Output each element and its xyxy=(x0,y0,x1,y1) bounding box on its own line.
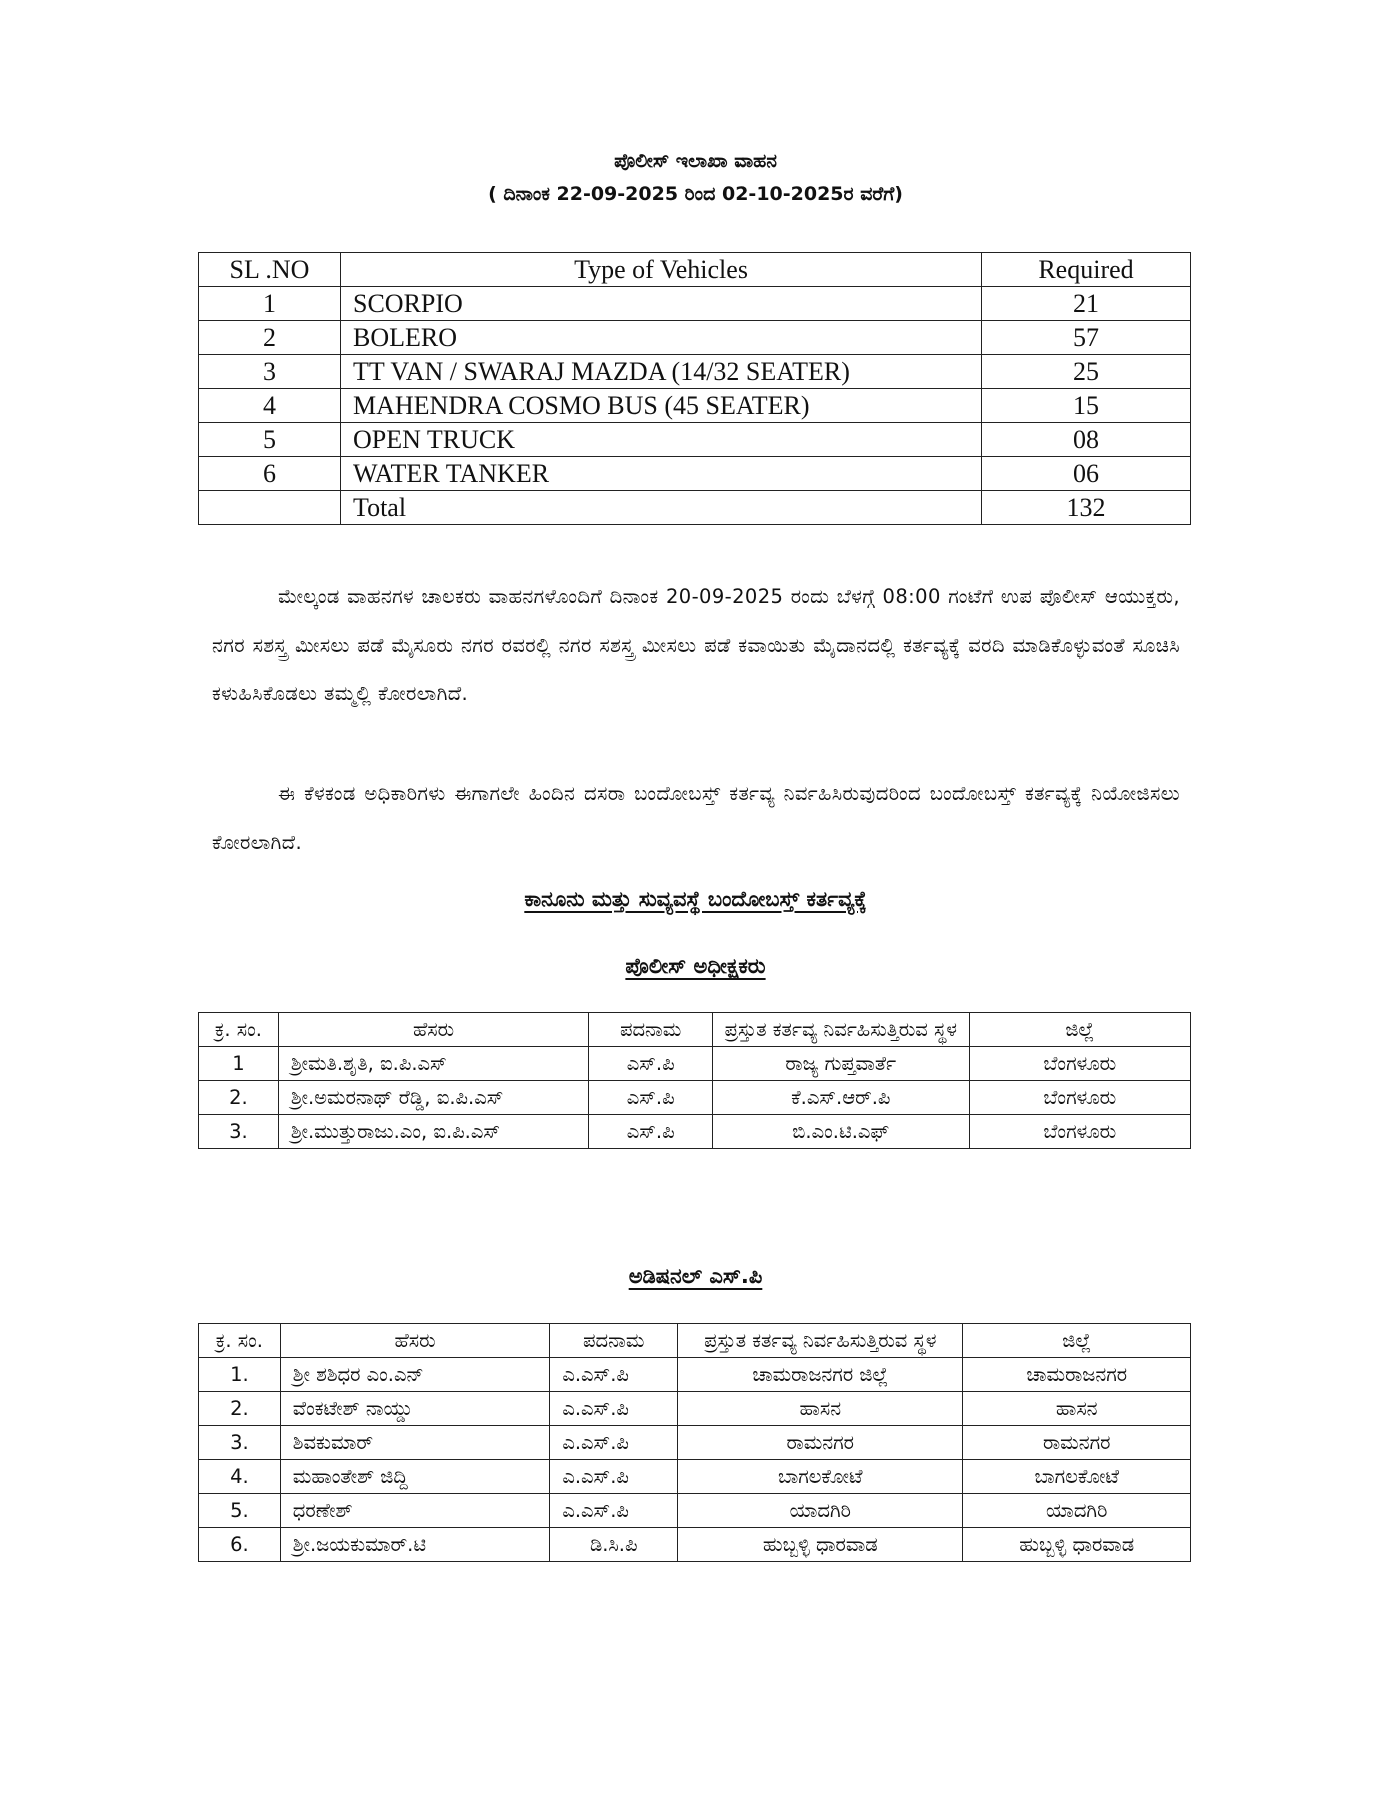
serial-cell: 2. xyxy=(199,1081,279,1115)
document-date-range: ( ದಿನಾಂಕ 22-09-2025 ರಿಂದ 02-10-2025ರ ವರೆಗೆ) xyxy=(488,183,903,205)
sp-officers-table xyxy=(198,1012,1191,1149)
district-cell: ಬೆಂಗಳೂರು xyxy=(969,1115,1191,1149)
name-cell: ಧರಣೇಶ್ xyxy=(280,1494,550,1528)
total-row xyxy=(199,491,1191,525)
district-cell: ಬೆಂಗಳೂರು xyxy=(969,1047,1191,1081)
table-row xyxy=(199,1460,1191,1494)
serial-cell: 6. xyxy=(199,1528,281,1562)
table-row xyxy=(199,1047,1191,1081)
serial-cell: 5. xyxy=(199,1494,281,1528)
header-cell: ಪ್ರಸ್ತುತ ಕರ್ತವ್ಯ ನಿರ್ವಹಿಸುತ್ತಿರುವ ಸ್ಥಳ xyxy=(713,1013,969,1047)
table-row xyxy=(199,1528,1191,1562)
header-cell: ಜಿಲ್ಲೆ xyxy=(969,1013,1191,1047)
name-cell: ಶ್ರೀ.ಜಯಕುಮಾರ್.ಟಿ xyxy=(280,1528,550,1562)
required-cell: 25 xyxy=(982,355,1191,389)
vehicle-type-cell: BOLERO xyxy=(341,321,982,355)
table-row xyxy=(199,1115,1191,1149)
sl-cell: 1 xyxy=(199,287,341,321)
table-header-row xyxy=(199,253,1191,287)
designation-cell: ಎ.ಎಸ್.ಪಿ xyxy=(550,1358,678,1392)
table-row xyxy=(199,1494,1191,1528)
district-cell: ಬೆಂಗಳೂರು xyxy=(969,1081,1191,1115)
table-row xyxy=(199,287,1191,321)
posting-cell: ಬಿ.ಎಂ.ಟಿ.ಎಫ್ xyxy=(713,1115,969,1149)
posting-cell: ಹಾಸನ xyxy=(678,1392,963,1426)
table-row xyxy=(199,423,1191,457)
asp-officers-table xyxy=(198,1323,1191,1562)
document-title: ಪೊಲೀಸ್ ಇಲಾಖಾ ವಾಹನ xyxy=(614,150,777,172)
header-cell: ಹೆಸರು xyxy=(280,1324,550,1358)
posting-cell: ಹುಬ್ಬಳ್ಳಿ ಧಾರವಾಡ xyxy=(678,1528,963,1562)
paragraph-driver-instructions: ಮೇಲ್ಕಂಡ ವಾಹನಗಳ ಚಾಲಕರು ವಾಹನಗಳೊಂದಿಗೆ ದಿನಾಂಕ 20-09-2025 ರಂದು ಬೆಳಗ್ಗೆ 08:00 ಗಂಟೆಗೆ ಉಪ ಪೊಲೀಸ್ ಆಯುಕ್ತರು, ನಗರ ಸಶಸ್ತ್ರ ಮೀಸಲು ಪಡೆ ಮೈಸೂರು ನಗರ ರವರಲ್ಲಿ ನಗರ ಸಶಸ್ತ್ರ ಮೀಸಲು ಪಡೆ ಕವಾಯಿತು ಮೈದಾನದಲ್ಲಿ ಕರ್ತವ್ಯಕ್ಕೆ ವರದಿ ಮಾಡಿಕೊಳ್ಳುವಂತೆ ಸೂಚಿಸಿ ಕಳುಹಿಸಿಕೊಡಲು ತಮ್ಮಲ್ಲಿ ಕೋರಲಾಗಿದೆ. xyxy=(212,585,1180,705)
table-row xyxy=(199,1358,1191,1392)
table-header-row xyxy=(199,1013,1191,1047)
district-cell: ಹುಬ್ಬಳ್ಳಿ ಧಾರವಾಡ xyxy=(963,1528,1191,1562)
total-value-cell: 132 xyxy=(982,491,1191,525)
required-cell: 15 xyxy=(982,389,1191,423)
serial-cell: 1 xyxy=(199,1047,279,1081)
name-cell: ಶ್ರೀ.ಮುತ್ತುರಾಜು.ಎಂ, ಐ.ಪಿ.ಎಸ್ xyxy=(278,1115,588,1149)
designation-cell: ಡಿ.ಸಿ.ಪಿ xyxy=(550,1528,678,1562)
designation-cell: ಎಸ್.ಪಿ xyxy=(589,1081,713,1115)
paragraph-officer-request: ಈ ಕೆಳಕಂಡ ಅಧಿಕಾರಿಗಳು ಈಗಾಗಲೇ ಹಿಂದಿನ ದಸರಾ ಬಂದೋಬಸ್ತ್ ಕರ್ತವ್ಯ ನಿರ್ವಹಿಸಿರುವುದರಿಂದ ಬಂದೋಬಸ್ತ್ ಕರ್ತವ್ಯಕ್ಕೆ ನಿಯೋಜಿಸಲು ಕೋರಲಾಗಿದೆ. xyxy=(212,782,1180,854)
required-cell: 08 xyxy=(982,423,1191,457)
header-cell: ಪದನಾಮ xyxy=(550,1324,678,1358)
serial-cell: 2. xyxy=(199,1392,281,1426)
vehicle-table xyxy=(198,252,1191,525)
name-cell: ವೆಂಕಟೇಶ್ ನಾಯ್ಡು xyxy=(280,1392,550,1426)
district-cell: ಬಾಗಲಕೋಟೆ xyxy=(963,1460,1191,1494)
header-cell: ಪ್ರಸ್ತುತ ಕರ್ತವ್ಯ ನಿರ್ವಹಿಸುತ್ತಿರುವ ಸ್ಥಳ xyxy=(678,1324,963,1358)
name-cell: ಶಿವಕುಮಾರ್ xyxy=(280,1426,550,1460)
serial-cell: 3. xyxy=(199,1115,279,1149)
required-cell: 57 xyxy=(982,321,1191,355)
name-cell: ಶ್ರೀ ಶಶಿಧರ ಎಂ.ಎನ್ xyxy=(280,1358,550,1392)
sl-cell: 5 xyxy=(199,423,341,457)
header-cell: Required xyxy=(982,253,1191,287)
section-heading: ಕಾನೂನು ಮತ್ತು ಸುವ್ಯವಸ್ಥೆ ಬಂದೋಬಸ್ತ್ ಕರ್ತವ್ಯಕ್ಕೆ xyxy=(524,887,867,911)
header-cell: ಹೆಸರು xyxy=(278,1013,588,1047)
posting-cell: ರಾಜ್ಯ ಗುಪ್ತವಾರ್ತೆ xyxy=(713,1047,969,1081)
name-cell: ಶ್ರೀ.ಅಮರನಾಥ್ ರೆಡ್ಡಿ, ಐ.ಪಿ.ಎಸ್ xyxy=(278,1081,588,1115)
required-cell: 06 xyxy=(982,457,1191,491)
posting-cell: ಬಾಗಲಕೋಟೆ xyxy=(678,1460,963,1494)
sl-cell: 6 xyxy=(199,457,341,491)
name-cell: ಶ್ರೀಮತಿ.ಶೃತಿ, ಐ.ಪಿ.ಎಸ್ xyxy=(278,1047,588,1081)
district-cell: ರಾಮನಗರ xyxy=(963,1426,1191,1460)
header-cell: Type of Vehicles xyxy=(341,253,982,287)
designation-cell: ಎ.ಎಸ್.ಪಿ xyxy=(550,1392,678,1426)
designation-cell: ಎ.ಎಸ್.ಪಿ xyxy=(550,1460,678,1494)
vehicle-type-cell: SCORPIO xyxy=(341,287,982,321)
posting-cell: ಚಾಮರಾಜನಗರ ಜಿಲ್ಲೆ xyxy=(678,1358,963,1392)
serial-cell: 4. xyxy=(199,1460,281,1494)
table-row xyxy=(199,389,1191,423)
designation-cell: ಎ.ಎಸ್.ಪಿ xyxy=(550,1426,678,1460)
designation-cell: ಎಸ್.ಪಿ xyxy=(589,1115,713,1149)
header-cell: SL .NO xyxy=(199,253,341,287)
asp-table-heading: ಅಡಿಷನಲ್ ಎಸ್.ಪಿ xyxy=(628,1264,763,1288)
serial-cell: 1. xyxy=(199,1358,281,1392)
table-row xyxy=(199,321,1191,355)
sl-cell: 4 xyxy=(199,389,341,423)
required-cell: 21 xyxy=(982,287,1191,321)
sl-cell: 3 xyxy=(199,355,341,389)
vehicle-type-cell: MAHENDRA COSMO BUS (45 SEATER) xyxy=(341,389,982,423)
table-row xyxy=(199,1081,1191,1115)
header-cell: ಪದನಾಮ xyxy=(589,1013,713,1047)
serial-cell: 3. xyxy=(199,1426,281,1460)
table-row xyxy=(199,1426,1191,1460)
vehicle-type-cell: TT VAN / SWARAJ MAZDA (14/32 SEATER) xyxy=(341,355,982,389)
table-row xyxy=(199,355,1191,389)
header-cell: ಕ್ರ. ಸಂ. xyxy=(199,1324,281,1358)
district-cell: ಯಾದಗಿರಿ xyxy=(963,1494,1191,1528)
total-label-cell: Total xyxy=(341,491,982,525)
table-header-row xyxy=(199,1324,1191,1358)
posting-cell: ಯಾದಗಿರಿ xyxy=(678,1494,963,1528)
header-cell: ಕ್ರ. ಸಂ. xyxy=(199,1013,279,1047)
vehicle-type-cell: OPEN TRUCK xyxy=(341,423,982,457)
designation-cell: ಎ.ಎಸ್.ಪಿ xyxy=(550,1494,678,1528)
designation-cell: ಎಸ್.ಪಿ xyxy=(589,1047,713,1081)
name-cell: ಮಹಾಂತೇಶ್ ಜಿದ್ದಿ xyxy=(280,1460,550,1494)
sl-cell xyxy=(199,491,341,525)
vehicle-type-cell: WATER TANKER xyxy=(341,457,982,491)
district-cell: ಚಾಮರಾಜನಗರ xyxy=(963,1358,1191,1392)
sp-table-heading: ಪೊಲೀಸ್ ಅಧೀಕ್ಷಕರು xyxy=(625,954,766,978)
sl-cell: 2 xyxy=(199,321,341,355)
table-row xyxy=(199,457,1191,491)
posting-cell: ಕೆ.ಎಸ್.ಆರ್.ಪಿ xyxy=(713,1081,969,1115)
header-cell: ಜಿಲ್ಲೆ xyxy=(963,1324,1191,1358)
table-row xyxy=(199,1392,1191,1426)
district-cell: ಹಾಸನ xyxy=(963,1392,1191,1426)
posting-cell: ರಾಮನಗರ xyxy=(678,1426,963,1460)
